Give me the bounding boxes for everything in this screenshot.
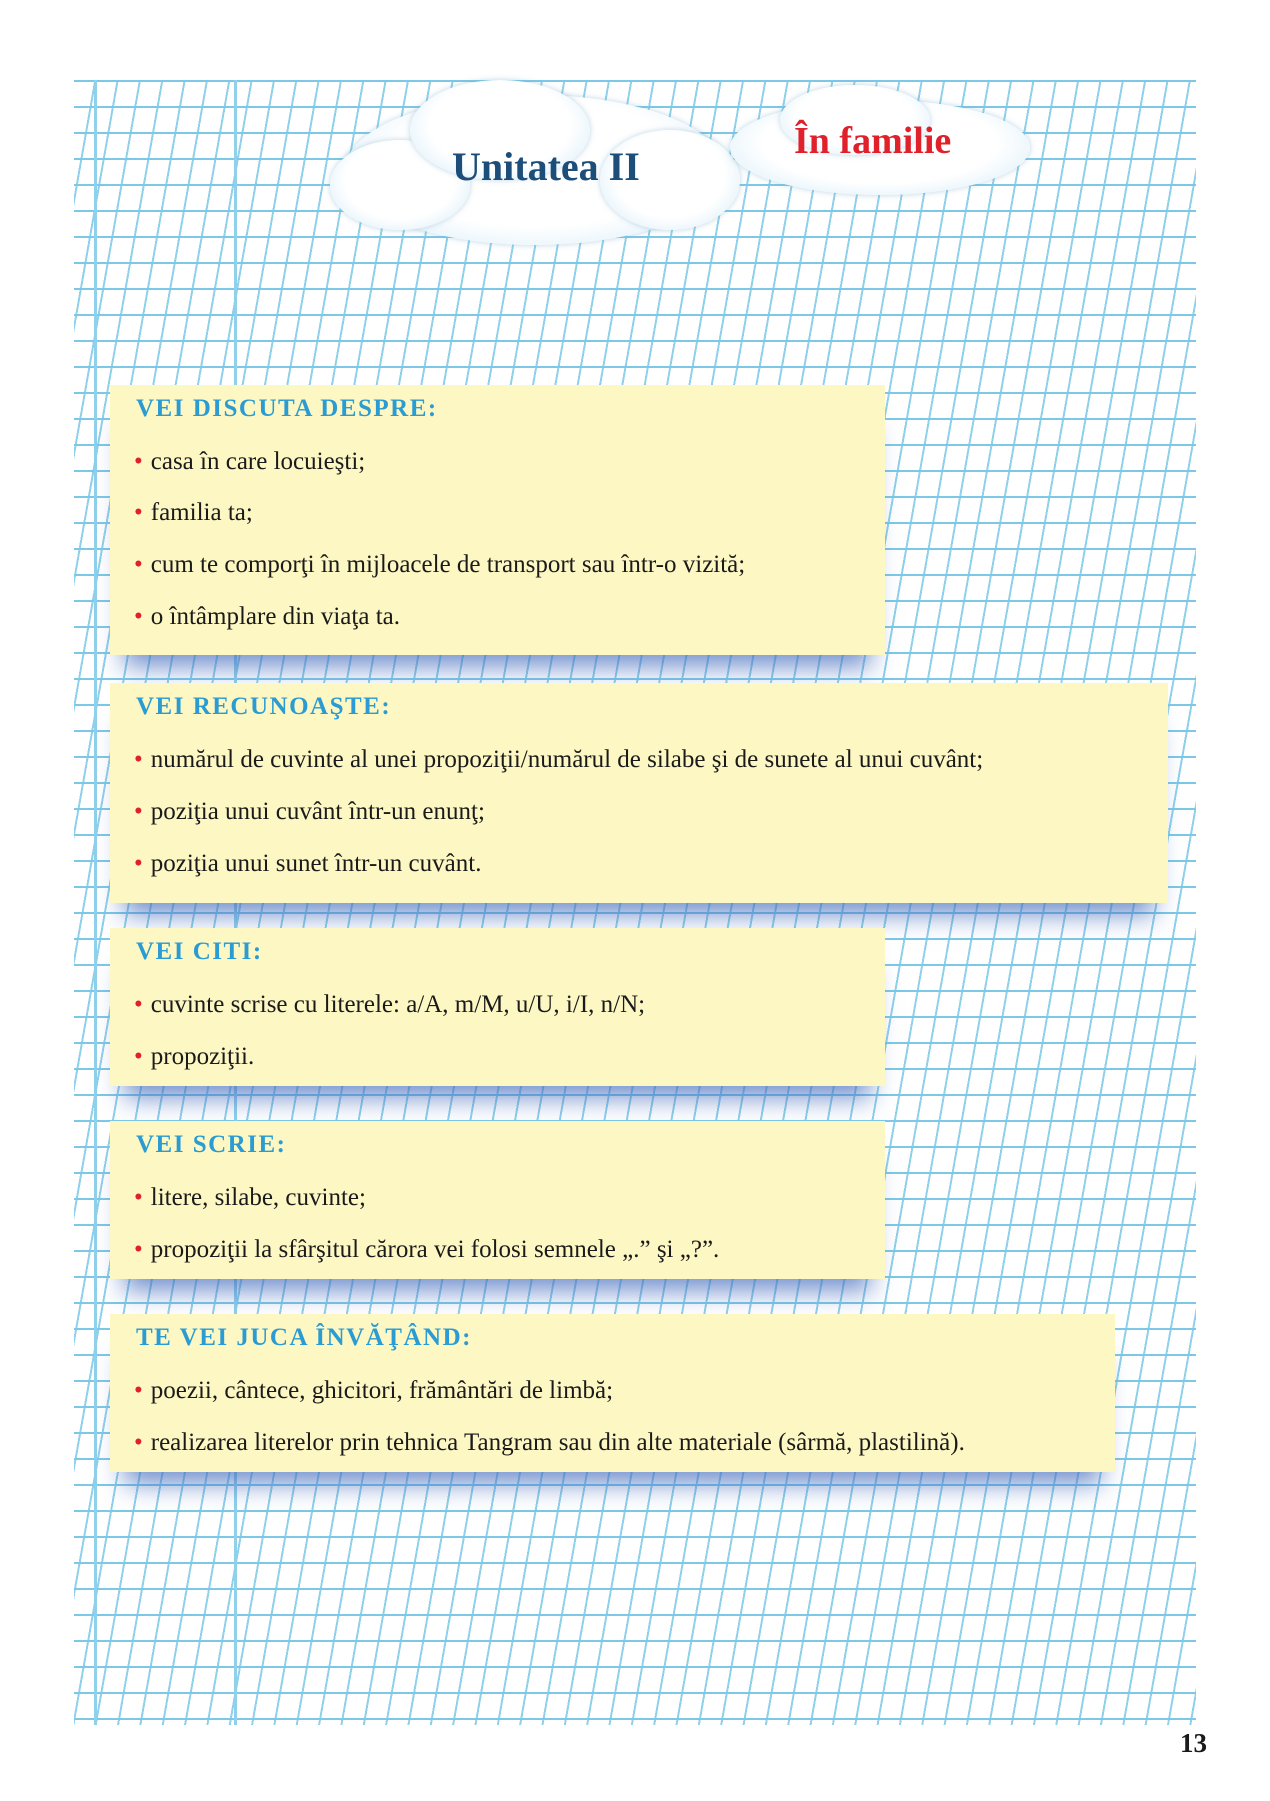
section-title: TE VEI JUCA ÎNVĂŢÂND: xyxy=(136,1324,472,1351)
bullet: • xyxy=(134,991,143,1018)
list-item: • realizarea literelor prin tehnica Tangram sau din alte materiale (sârmă, plastilină). xyxy=(134,1429,965,1456)
section-title: VEI RECUNOAŞTE: xyxy=(136,693,392,720)
section-play-learn xyxy=(110,1314,1115,1472)
bullet: • xyxy=(134,1429,143,1456)
bullet: • xyxy=(134,603,143,630)
page-number: 13 xyxy=(1180,1728,1207,1758)
list-item: • propoziţii. xyxy=(134,1043,255,1070)
bullet: • xyxy=(134,1377,143,1404)
bullet: • xyxy=(134,850,143,877)
list-item: • propoziţii la sfârşitul cărora vei folosi semnele „.” şi „?”. xyxy=(134,1236,720,1263)
bullet: • xyxy=(134,499,143,526)
list-item: • litere, silabe, cuvinte; xyxy=(134,1184,366,1211)
unit-title: Unitatea II xyxy=(452,144,640,189)
section-recognize xyxy=(110,683,1168,903)
bullet: • xyxy=(134,1043,143,1070)
unit-subtitle: În familie xyxy=(794,120,952,162)
list-item: • poziţia unui cuvânt într-un enunţ; xyxy=(134,798,485,825)
list-item: • cuvinte scrise cu literele: a/A, m/M, u/U, i/I, n/N; xyxy=(134,991,646,1018)
list-item: • casa în care locuieşti; xyxy=(134,448,366,475)
list-item: • o întâmplare din viaţa ta. xyxy=(134,603,400,630)
list-item: • poezii, cântece, ghicitori, frământări de limbă; xyxy=(134,1377,614,1404)
section-title: VEI SCRIE: xyxy=(136,1131,287,1158)
bullet: • xyxy=(134,1236,143,1263)
bullet: • xyxy=(134,448,143,475)
section-read xyxy=(110,928,885,1086)
section-discuss xyxy=(110,385,885,655)
bullet: • xyxy=(134,746,143,773)
section-title: VEI CITI: xyxy=(136,938,263,965)
list-item: • poziţia unui sunet într-un cuvânt. xyxy=(134,850,482,877)
list-item: • numărul de cuvinte al unei propoziţii/numărul de silabe şi de sunete al unui cuvânt; xyxy=(134,746,984,773)
bullet: • xyxy=(134,551,143,578)
list-item: • cum te comporţi în mijloacele de transport sau într-o vizită; xyxy=(134,551,746,578)
bullet: • xyxy=(134,798,143,825)
margin-line xyxy=(94,80,97,1725)
list-item: • familia ta; xyxy=(134,499,253,526)
bullet: • xyxy=(134,1184,143,1211)
section-write xyxy=(110,1121,885,1279)
section-title: VEI DISCUTA DESPRE: xyxy=(136,395,438,422)
